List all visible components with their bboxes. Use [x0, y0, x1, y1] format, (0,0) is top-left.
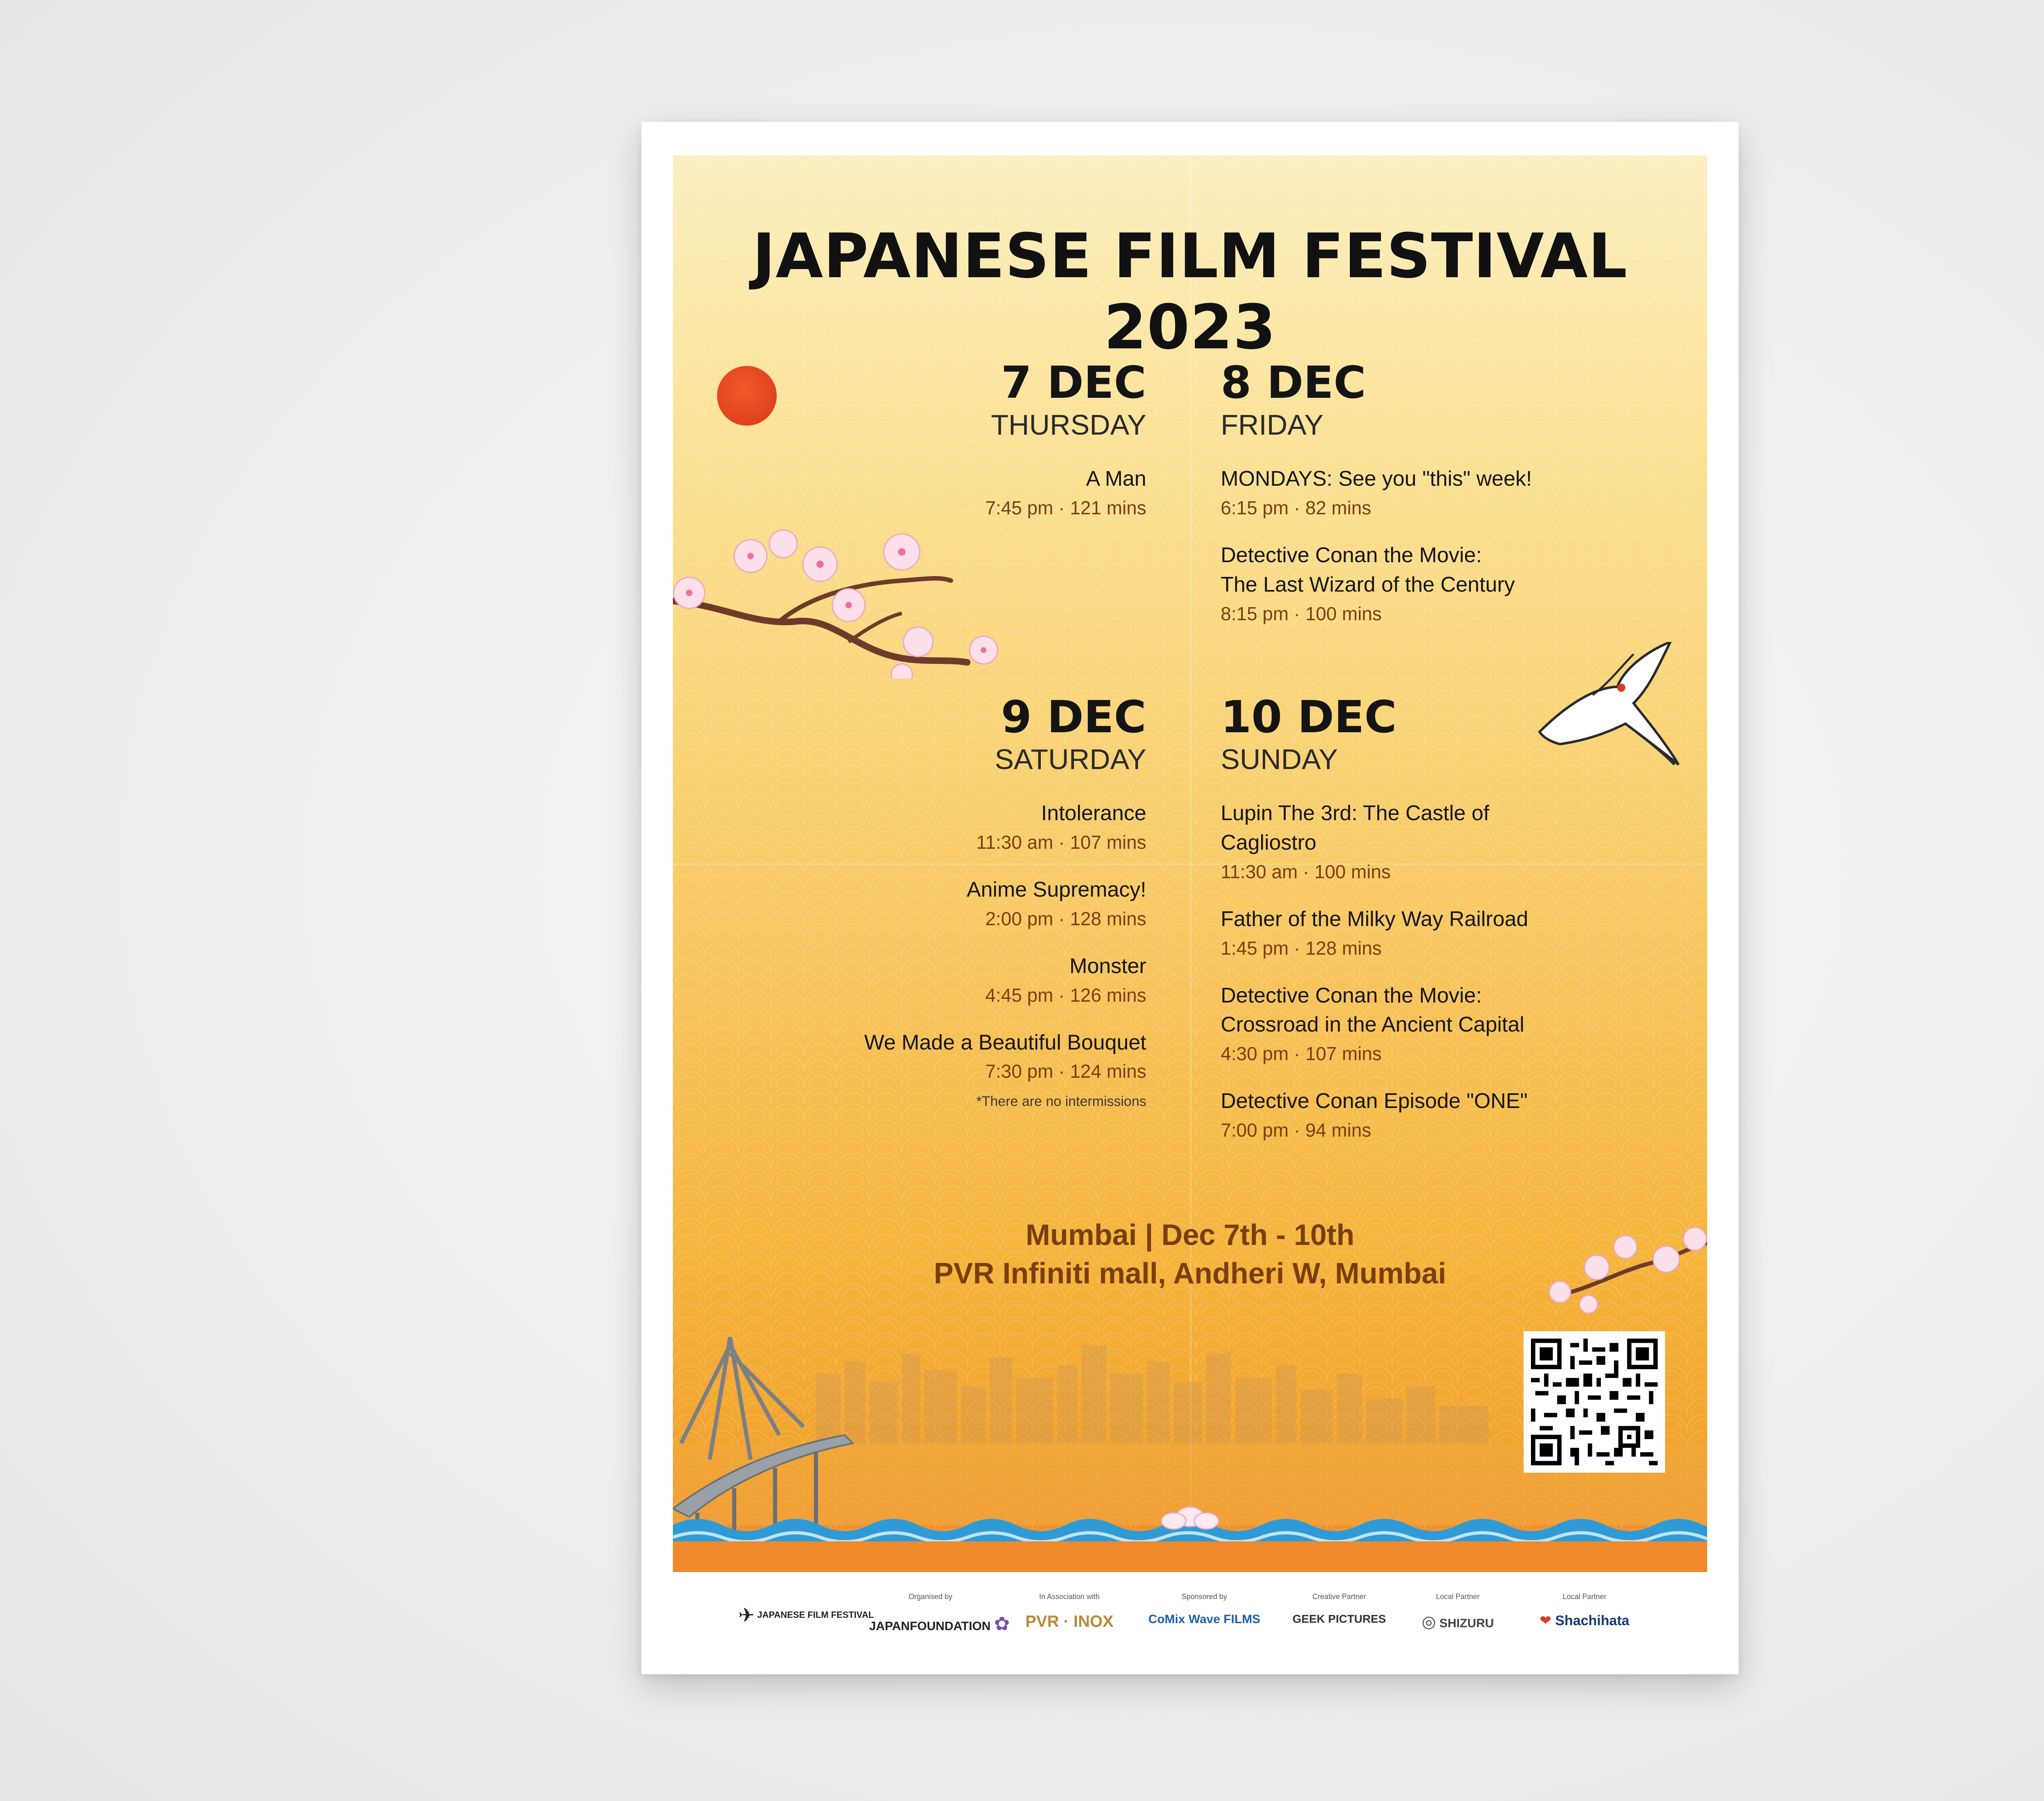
partner-shizuru: [1409, 1592, 1507, 1631]
partner-name: PVR · INOX: [1025, 1613, 1114, 1631]
flower-logo-icon: ✿: [994, 1613, 1010, 1634]
partner-logo: [1523, 1613, 1646, 1629]
intermission-note: *There are no intermissions: [976, 1094, 1146, 1110]
film-time-duration: 11:30 am · 107 mins: [976, 832, 1146, 853]
film-time-duration: 1:45 pm · 128 mins: [1221, 937, 1382, 959]
film-entry: [1221, 905, 1629, 962]
film-title: Anime Supremacy!: [966, 878, 1146, 902]
film-time-duration: 6:15 pm · 82 mins: [1221, 497, 1372, 519]
partner-name: GEEK PICTURES: [1292, 1613, 1386, 1625]
day-card-10-dec: [1221, 694, 1629, 1163]
shizuru-emblem-icon: ◎: [1421, 1613, 1436, 1631]
film-entry: [737, 464, 1146, 522]
partner-logo: [1409, 1613, 1507, 1631]
film-entry: [737, 952, 1146, 1009]
partner-caption: In Association with: [1039, 1592, 1100, 1601]
film-title: Monster: [1069, 954, 1146, 978]
film-entry: [737, 1028, 1146, 1086]
film-entry: [737, 875, 1146, 933]
film-time-duration: 7:30 pm · 124 mins: [985, 1061, 1146, 1082]
partner-japan-foundation: [869, 1592, 1010, 1635]
day-date: 7 DEC: [1001, 357, 1146, 408]
film-title-line2: The Last Wizard of the Century: [1221, 572, 1515, 597]
film-title-line2: Cagliostro: [1221, 831, 1317, 855]
partner-name: CoMix Wave FILMS: [1148, 1613, 1260, 1626]
poster-artwork: [673, 155, 1707, 1572]
partner-name: JAPANFOUNDATION: [869, 1619, 991, 1633]
partner-geek-pictures: [1278, 1592, 1401, 1626]
shachihata-logo-icon: ❤: [1540, 1613, 1551, 1628]
film-title: Father of the Milky Way Railroad: [1221, 907, 1529, 931]
poster-sheet: [641, 122, 1739, 1674]
venue-address: PVR Infiniti mall, Andheri W, Mumbai: [934, 1257, 1446, 1290]
day-weekday: THURSDAY: [991, 409, 1146, 441]
partner-japanese-film-festival: [738, 1592, 874, 1627]
film-time-duration: 7:45 pm · 121 mins: [985, 497, 1146, 519]
film-time-duration: 8:15 pm · 100 mins: [1221, 603, 1382, 624]
qr-code-icon: [1531, 1339, 1658, 1465]
partner-pvr-inox: [1012, 1592, 1127, 1631]
bird-logo-icon: ✈: [738, 1605, 755, 1626]
partner-name: SHIZURU: [1439, 1617, 1494, 1630]
partner-caption: Organised by: [908, 1592, 953, 1601]
film-title: Detective Conan Episode "ONE": [1221, 1089, 1528, 1113]
film-time-duration: 2:00 pm · 128 mins: [985, 908, 1146, 929]
film-title: We Made a Beautiful Bouquet: [864, 1030, 1146, 1054]
film-entry: [1221, 799, 1629, 886]
partner-logo: [738, 1604, 874, 1627]
film-entry: [1221, 541, 1629, 628]
film-title: Intolerance: [1041, 801, 1146, 825]
day-card-7-dec: [737, 357, 1146, 541]
film-title-line2: Crossroad in the Ancient Capital: [1221, 1013, 1524, 1037]
film-title: Lupin The 3rd: The Castle of: [1221, 801, 1490, 825]
film-time-duration: 4:45 pm · 126 mins: [985, 984, 1146, 1006]
partner-caption: Sponsored by: [1181, 1592, 1227, 1601]
day-date: 8 DEC: [1221, 357, 1366, 408]
film-title: A Man: [1086, 467, 1146, 491]
day-card-9-dec: [737, 694, 1146, 1110]
film-title: MONDAYS: See you "this" week!: [1221, 467, 1532, 491]
partner-name: Shachihata: [1555, 1613, 1629, 1628]
partner-caption: Creative Partner: [1312, 1592, 1366, 1601]
day-date: 9 DEC: [1001, 692, 1146, 743]
film-title: Detective Conan the Movie:: [1221, 543, 1482, 567]
day-weekday: SUNDAY: [1221, 743, 1338, 776]
film-entry: [1221, 1087, 1629, 1144]
film-entry: [1221, 464, 1629, 522]
partners-footer: [673, 1572, 1707, 1674]
cherry-blossom-branch-left-icon: [673, 519, 1008, 679]
film-time-duration: 4:30 pm · 107 mins: [1221, 1043, 1382, 1065]
film-entry: [1221, 981, 1629, 1068]
day-weekday: SATURDAY: [995, 743, 1146, 776]
partner-logo: [869, 1613, 1010, 1635]
film-time-duration: 11:30 am · 100 mins: [1221, 861, 1391, 882]
festival-title: JAPANESE FILM FESTIVAL 2023: [752, 221, 1628, 363]
film-time-duration: 7:00 pm · 94 mins: [1221, 1119, 1372, 1141]
partner-caption: Local Partner: [1436, 1592, 1480, 1601]
partner-comix-wave: [1147, 1592, 1262, 1626]
day-weekday: FRIDAY: [1221, 409, 1324, 441]
day-card-8-dec: [1221, 357, 1629, 647]
partner-name: JAPANESE FILM FESTIVAL: [757, 1609, 874, 1620]
venue-info: [673, 1216, 1707, 1293]
partner-shachihata: [1523, 1592, 1646, 1629]
partner-caption: Local Partner: [1562, 1592, 1607, 1601]
film-entry: [737, 799, 1146, 857]
qr-code[interactable]: [1524, 1331, 1665, 1473]
venue-city-dates: Mumbai | Dec 7th - 10th: [1025, 1219, 1355, 1252]
film-title: Detective Conan the Movie:: [1221, 983, 1482, 1007]
day-date: 10 DEC: [1221, 692, 1397, 743]
